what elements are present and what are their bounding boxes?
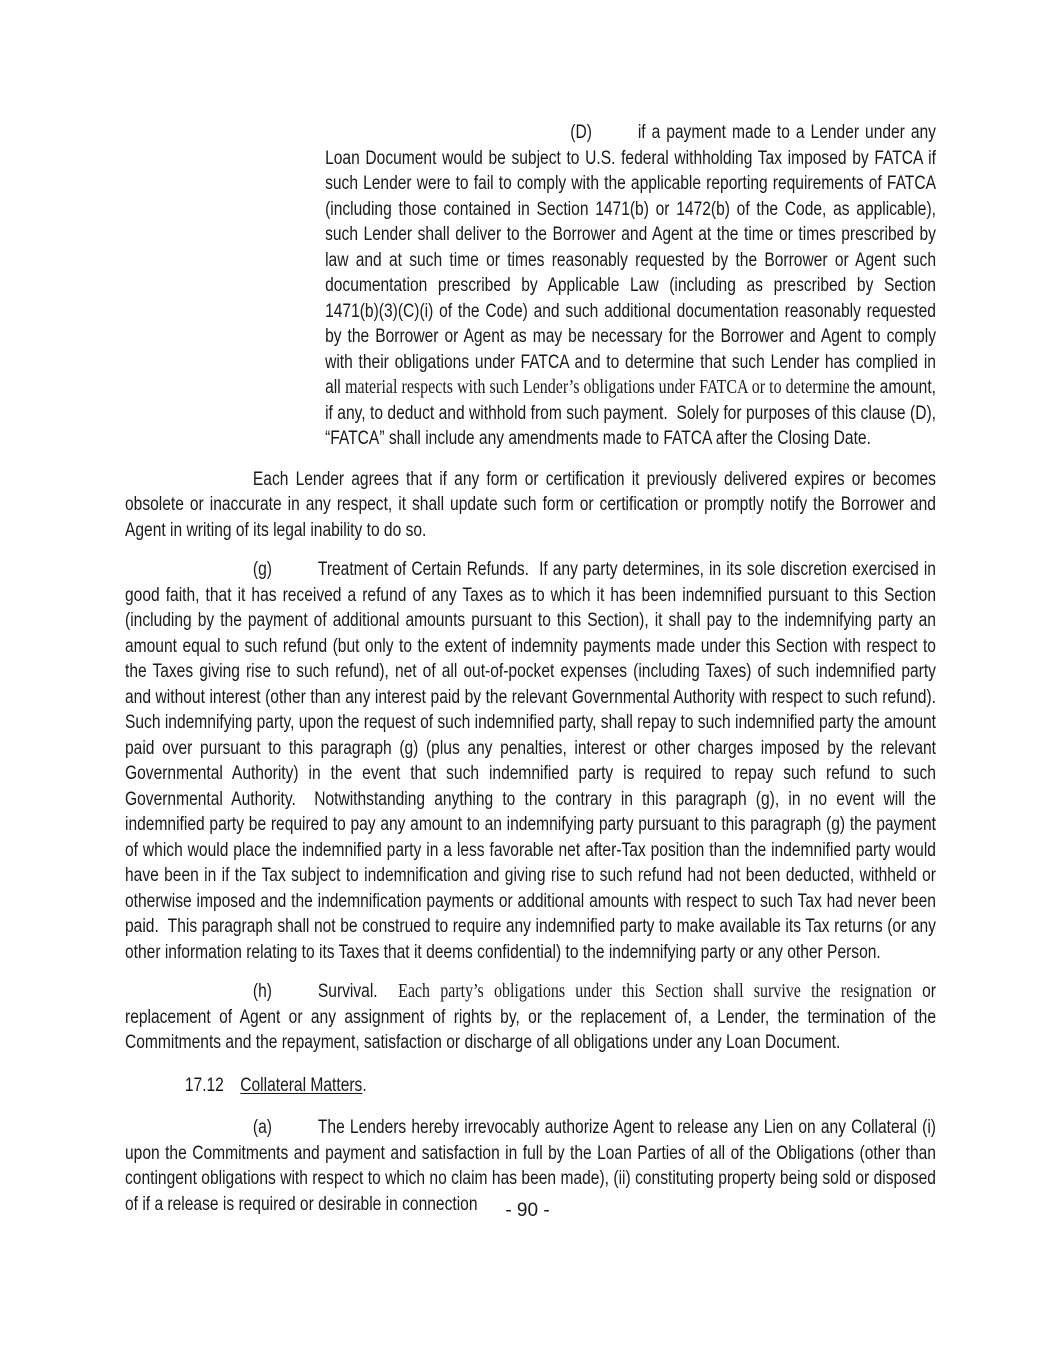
clause-h-label: (h) [252,981,272,1002]
clause-h-heading: Survival. [317,981,378,1002]
clause-d-text-2: the amount, if any, to deduct and withhold from such payment. Solely for purposes of this clause (D), “FATCA” shall include any amendments made to FATCA after the Closing Date. [325,377,941,449]
document-content [125,120,945,1231]
section-title-period: . [362,1074,367,1096]
clause-d-paragraph [325,120,941,452]
page-number: - 90 - [505,1200,550,1221]
paragraph-h [125,979,941,1056]
clause-h-serif-run: Each party’s obligations under this Section shall survive the resignation [377,981,923,1002]
paragraph-each-lender: Each Lender agrees that if any form or certification it previously delivered expires or becomes obsolete or inaccurate in any respect, it shall update such form or certification or promptly notify the Borrower and Agent in writing of its legal inability to do so. [125,468,941,541]
clause-g-heading: Treatment of Certain Refunds. [317,559,530,580]
clause-d-text-1: if a payment made to a Lender under any Loan Document would be subject to U.S. federal withholding Tax imposed by FATCA if such Lender were to fail to comply with the applicable reporting requirements of FATCA (including those contained in Section 1471(b) or 1472(b) of the Code, as applicable), such Lender shall deliver to the Borrower and Agent at the time or times prescribed by law and at such time or times reasonably requested by the Borrower or Agent such documentation prescribed by Applicable Law (including as prescribed by Section 1471(b)(3)(C)(i) of the Code) and such additional documentation reasonably requested by the Borrower or Agent as may be necessary for the Borrower and Agent to comply with their obligations under FATCA and to determine that such Lender has complied in all [325,122,941,398]
section-title: Collateral Matters [240,1074,363,1096]
clause-h-text: or replacement of Agent or any assignment of rights by, or the replacement of, a Lender, the termination of the Commitments and the repayment, satisfaction or discharge of all obligations under any Loan Document. [125,981,941,1053]
clause-g-label: (g) [252,559,272,580]
clause-g-text: If any party determines, in its sole discretion exercised in good faith, that it has received a refund of any Taxes as to which it has been indemnified pursuant to this Section (including by the payment of additional amounts pursuant to this Section), it shall pay to the indemnifying party an amount equal to such refund (but only to the extent of indemnity payments made under this Section with respect to the Taxes giving rise to such refund), net of all out-of-pocket expenses (including Taxes) of such indemnified party and without interest (other than any interest paid by the relevant Governmental Authority with respect to such refund). Such indemnifying party, upon the request of such indemnified party, shall repay to such indemnified party the amount paid over pursuant to this paragraph (g) (plus any penalties, interest or other charges imposed by the relevant Governmental Authority) in the event that such indemnified party is required to repay such refund to such Governmental Authority. Notwithstanding anything to the contrary in this paragraph (g), in no event will the indemnified party be required to pay any amount to an indemnifying party pursuant to this paragraph (g) the payment of which would place the indemnified party in a less favorable net after-Tax position than the indemnified party would have been in if the Tax subject to indemnification and giving rise to such refund had not been deducted, withheld or otherwise imposed and the indemnification payments or additional amounts with respect to such Tax had never been paid. This paragraph shall not be construed to require any indemnified party to make available its Tax returns (or any other information relating to its Taxes that it deems confidential) to the indemnifying party or any other Person. [125,559,945,963]
clause-d-serif-run: material respects with such Lender’s obligations under FATCA or to determine [345,377,854,398]
clause-a-label: (a) [252,1117,272,1138]
clause-d-label: (D) [570,122,592,143]
clause-a-text: The Lenders hereby irrevocably authorize Agent to release any Lien on any Collateral (i) upon the Commitments and payment and satisfaction in full by the Loan Parties of all of the Obligations (other than contingent obligations with respect to which no claim has been made), (ii) constituting property being sold or disposed of if a release is required or desirable in connection [125,1117,941,1215]
section-heading-17-12 [185,1073,936,1099]
paragraph-g [125,557,945,965]
section-number: 17.12 [184,1074,224,1096]
